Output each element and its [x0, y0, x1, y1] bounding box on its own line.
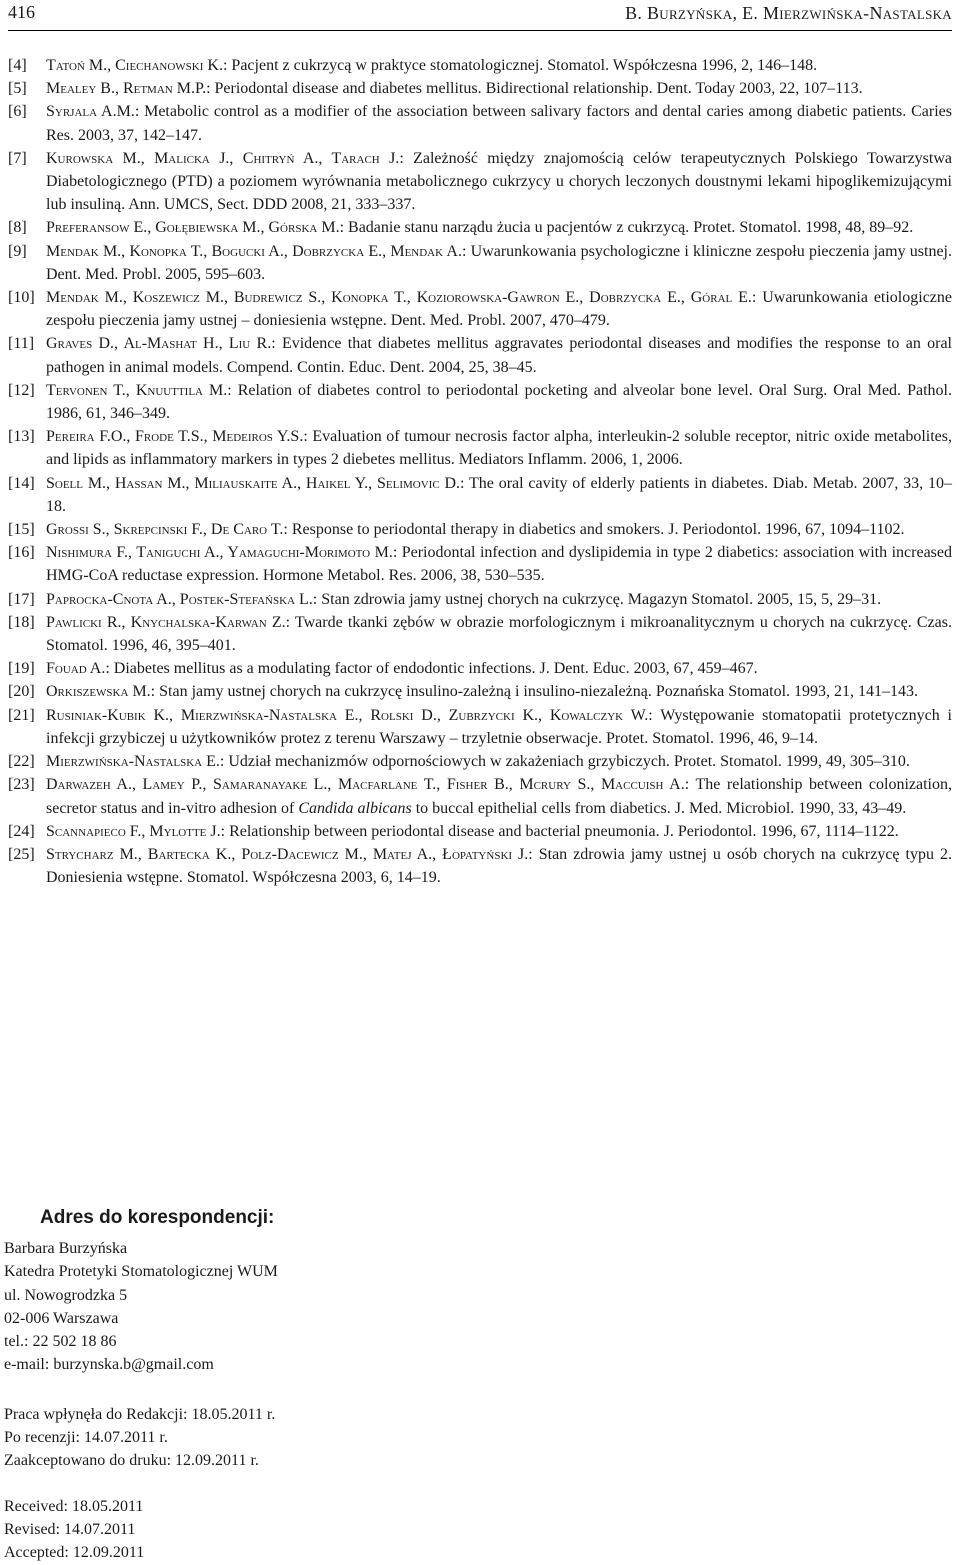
reference-item	[8, 77, 952, 100]
reference-text: : Zależność między znajomością celów terapeutycznych Polskiego Towarzystwa Diabetologicznego (PTD) a poziomem wyrównania metabolicznego cukrzycy u chorych leczonych doustnymi lekami hipoglikemizującymi lub insuliną. Ann. UMCS, Sect. DDD 2008, 21, 333–337.	[46, 149, 953, 214]
date-received-pl: Praca wpłynęła do Redakcji: 18.05.2011 r.	[4, 1406, 276, 1423]
reference-text: : Uwarunkowania psychologiczne i kliniczne zespołu pieczenia jamy ustnej. Dent. Med. Probl. 2005, 595–603.	[46, 242, 953, 283]
reference-number: [ 7 ]	[8, 147, 27, 170]
reference-authors: Pereira F.O., Frode T.S., Medeiros Y.S.	[46, 428, 304, 446]
reference-authors: Darwazeh A., Lamey P., Samaranayake L., Macfarlane T., Fisher B., Mcrury S., Maccuish A.	[46, 776, 685, 794]
reference-item	[8, 680, 952, 703]
reference-item	[8, 332, 952, 378]
reference-text: : Evidence that diabetes mellitus aggravates periodontal diseases and modifies the response to an oral pathogen in animal models. Compend. Contin. Educ. Dent. 2004, 25, 38–45.	[46, 335, 952, 376]
reference-number: [ 20 ]	[8, 680, 35, 703]
reference-text: : Evaluation of tumour necrosis factor alpha, interleukin-2 soluble receptor, nitric oxide metabolites, and lipids as inflammatory markers in types 2 diebetes mellitus. Mediators Inflamm. 2006, 1, 2006.	[46, 428, 952, 469]
reference-authors: Mendak M., Konopka T., Bogucki A., Dobrzycka E., Mendak A.	[46, 242, 462, 260]
reference-number: [ 4 ]	[8, 54, 27, 77]
reference-item	[8, 216, 952, 239]
reference-text: : Relationship between periodontal disease and bacterial pneumonia. J. Periodontol. 1996, 67, 1114–1122.	[220, 822, 899, 840]
reference-number: [ 18 ]	[8, 611, 35, 634]
reference-authors: Preferansow E., Gołębiewska M., Górska M.	[46, 219, 340, 237]
correspondence-block	[4, 1206, 278, 1376]
reference-text: : Twarde tkanki zębów w obrazie morfologicznym i mikroanalitycznym u chorych na cukrzycę. Czas. Stomatol. 1996, 46, 395–401.	[46, 613, 952, 655]
date-reviewed-pl: Po recenzji: 14.07.2011 r.	[4, 1429, 168, 1447]
reference-number: [ 17 ]	[8, 588, 35, 611]
reference-item	[8, 472, 952, 518]
reference-text: : Relation of diabetes control to periodontal pocketing and alveolar bone level. Oral Surg. Oral Med. Pathol. 1986, 61, 346–349.	[46, 381, 952, 423]
reference-number: [ 5 ]	[8, 77, 27, 100]
reference-text: : Uwarunkowania etiologiczne zespołu pieczenia jamy ustnej – doniesienia wstępne. Dent. Med. Probl. 2007, 470–479.	[46, 289, 953, 330]
submission-dates-english	[4, 1495, 144, 1565]
reference-list	[8, 54, 952, 889]
correspondence-email: e-mail: burzynska.b@gmail.com	[4, 1356, 214, 1374]
reference-item	[8, 588, 952, 611]
date-received-en: Received: 18.05.2011	[4, 1498, 144, 1515]
reference-text: : Występowanie stomatopatii protetycznych i infekcji grzybiczej u użytkowników protez z terenu Warszawy – trzyletnie obserwacje. Protet. Stomatol. 1996, 46, 9–14.	[46, 706, 952, 747]
reference-text: : Response to periodontal therapy in diabetics and smokers. J. Periodontol. 1996, 67, 1094–1102.	[283, 521, 905, 539]
reference-authors: Kurowska M., Malicka J., Chitryń A., Tarach J.	[46, 149, 400, 167]
reference-number: [ 10 ]	[8, 286, 35, 309]
correspondence-street: ul. Nowogrodzka 5	[4, 1286, 128, 1304]
reference-item	[8, 379, 952, 425]
date-accepted-pl: Zaakceptowano do druku: 12.09.2011 r.	[4, 1452, 259, 1470]
date-accepted-en: Accepted: 12.09.2011	[4, 1544, 145, 1562]
reference-authors: Tervonen T., Knuuttila M.	[46, 381, 228, 399]
reference-text: : Periodontal disease and diabetes mellitus. Bidirectional relationship. Dent. Today 2003, 22, 107–113.	[206, 80, 863, 98]
reference-authors: Mealey B., Retman M.P.	[46, 80, 207, 98]
reference-item	[8, 843, 952, 889]
reference-number: [ 21 ]	[8, 704, 35, 727]
reference-item	[8, 750, 952, 773]
reference-item	[8, 541, 952, 587]
page-number: 416	[8, 2, 35, 22]
reference-authors: Tatoń M., Ciechanowski K.	[46, 57, 223, 74]
reference-item	[8, 518, 952, 541]
correspondence-heading: Adres do korespondencji:	[40, 1207, 275, 1228]
reference-text: : Pacjent z cukrzycą w praktyce stomatologicznej. Stomatol. Współczesna 1996, 2, 146–148.	[222, 57, 818, 74]
correspondence-phone: tel.: 22 502 18 86	[4, 1333, 117, 1351]
reference-number: [ 6 ]	[8, 100, 27, 123]
reference-item	[8, 820, 952, 843]
reference-item	[8, 657, 952, 680]
reference-number: [ 12 ]	[8, 379, 35, 402]
reference-text: to buccal epithelial cells from diabetics. J. Med. Microbiol. 1990, 33, 43–49.	[411, 799, 907, 817]
header-rule	[8, 30, 952, 31]
reference-authors: Fouad A.	[46, 660, 106, 678]
reference-authors: Rusiniak-Kubik K., Mierzwińska-Nastalska E., Rolski D., Zubrzycki K., Kowalczyk W.	[46, 706, 649, 724]
reference-item	[8, 773, 952, 819]
reference-number: [ 8 ]	[8, 216, 27, 239]
reference-authors: Orkiszewska M.	[46, 683, 151, 701]
reference-text: : Diabetes mellitus as a modulating factor of endodontic infections. J. Dent. Educ. 2003, 67, 459–467.	[105, 660, 758, 678]
reference-number: [ 13 ]	[8, 425, 35, 448]
reference-text: : Periodontal infection and dyslipidemia in type 2 diabetics: association with increased HMG-CoA reductase expression. Hormone Metabol. Res. 2006, 38, 530–535.	[46, 544, 953, 585]
reference-item	[8, 147, 952, 217]
correspondence-name: Barbara Burzyńska	[4, 1240, 128, 1258]
reference-authors: Mierzwińska-Nastalska E.	[46, 753, 220, 771]
reference-authors: Soell M., Hassan M., Miliauskaite A., Haikel Y., Selimovic D.	[46, 474, 461, 492]
correspondence-department: Katedra Protetyki Stomatologicznej WUM	[4, 1263, 278, 1281]
reference-item	[8, 240, 952, 286]
date-revised-en: Revised: 14.07.2011	[4, 1521, 136, 1539]
reference-item	[8, 54, 952, 77]
reference-text: : Stan zdrowia jamy ustnej u osób chorych na cukrzycę typu 2. Doniesienia wstępne. Stomatol. Współczesna 2003, 6, 14–19.	[46, 845, 952, 887]
reference-authors: Strycharz M., Bartecka K., Polz-Dacewicz M., Matej A., Łopatyński J.	[46, 845, 529, 863]
submission-dates-polish	[4, 1403, 275, 1473]
reference-item	[8, 425, 952, 471]
reference-authors: Nishimura F., Taniguchi A., Yamaguchi-Morimoto M.	[46, 544, 393, 562]
reference-text: : Udział mechanizmów odpornościowych w zakażeniach grzybiczych. Protet. Stomatol. 1999, 49, 305–310.	[219, 753, 910, 771]
reference-authors: Syrjala A.M.	[46, 103, 135, 121]
reference-text: : Metabolic control as a modifier of the association between salivary factors and dental caries among diabetic patients. Caries Res. 2003, 37, 142–147.	[46, 103, 952, 144]
reference-item	[8, 611, 952, 657]
reference-item	[8, 286, 952, 332]
reference-number: [ 19 ]	[8, 657, 35, 680]
reference-number: [ 14 ]	[8, 472, 35, 495]
reference-species-italic: Candida albicans	[298, 799, 412, 817]
reference-number: [ 11 ]	[8, 332, 34, 355]
reference-number: [ 9 ]	[8, 240, 27, 263]
reference-text: : Badanie stanu narządu żucia u pacjentów z cukrzycą. Protet. Stomatol. 1998, 48, 89–92.	[339, 219, 914, 237]
correspondence-city: 02-006 Warszawa	[4, 1309, 119, 1327]
page-header	[8, 0, 952, 30]
reference-authors: Paprocka-Cnota A., Postek-Stefańska L.	[46, 590, 313, 608]
reference-text: : Stan zdrowia jamy ustnej chorych na cukrzycę. Magazyn Stomatol. 2005, 15, 5, 29–31.	[312, 590, 882, 608]
reference-text: : The relationship between colonization, secretor status and in-vitro adhesion of	[46, 776, 952, 817]
reference-number: [ 23 ]	[8, 773, 35, 796]
running-head: B. Burzyńska, E. Mierzwińska-Nastalska	[625, 3, 952, 23]
reference-authors: Mendak M., Koszewicz M., Budrewicz S., Konopka T., Koziorowska-Gawron E., Dobrzycka E., Góral E.	[46, 289, 752, 307]
reference-authors: Pawlicki R., Knychalska-Karwan Z.	[46, 613, 286, 631]
reference-item	[8, 704, 952, 750]
reference-text: : Stan jamy ustnej chorych na cukrzycę insulino-zależną i insulino-niezależną. Poznańska Stomatol. 1993, 21, 141–143.	[150, 683, 919, 701]
reference-text: : The oral cavity of elderly patients in diabetes. Diab. Metab. 2007, 33, 10–18.	[46, 474, 952, 515]
reference-number: [ 24 ]	[8, 820, 35, 843]
reference-number: [ 22 ]	[8, 750, 35, 773]
reference-item	[8, 100, 952, 146]
reference-number: [ 25 ]	[8, 843, 35, 866]
reference-number: [ 15 ]	[8, 518, 35, 541]
reference-authors: Graves D., Al-Mashat H., Liu R.	[46, 335, 272, 353]
reference-number: [ 16 ]	[8, 541, 35, 564]
reference-authors: Scannapieco F., Mylotte J.	[46, 822, 221, 840]
reference-authors: Grossi S., Skrepcinski F., De Caro T.	[46, 521, 284, 539]
